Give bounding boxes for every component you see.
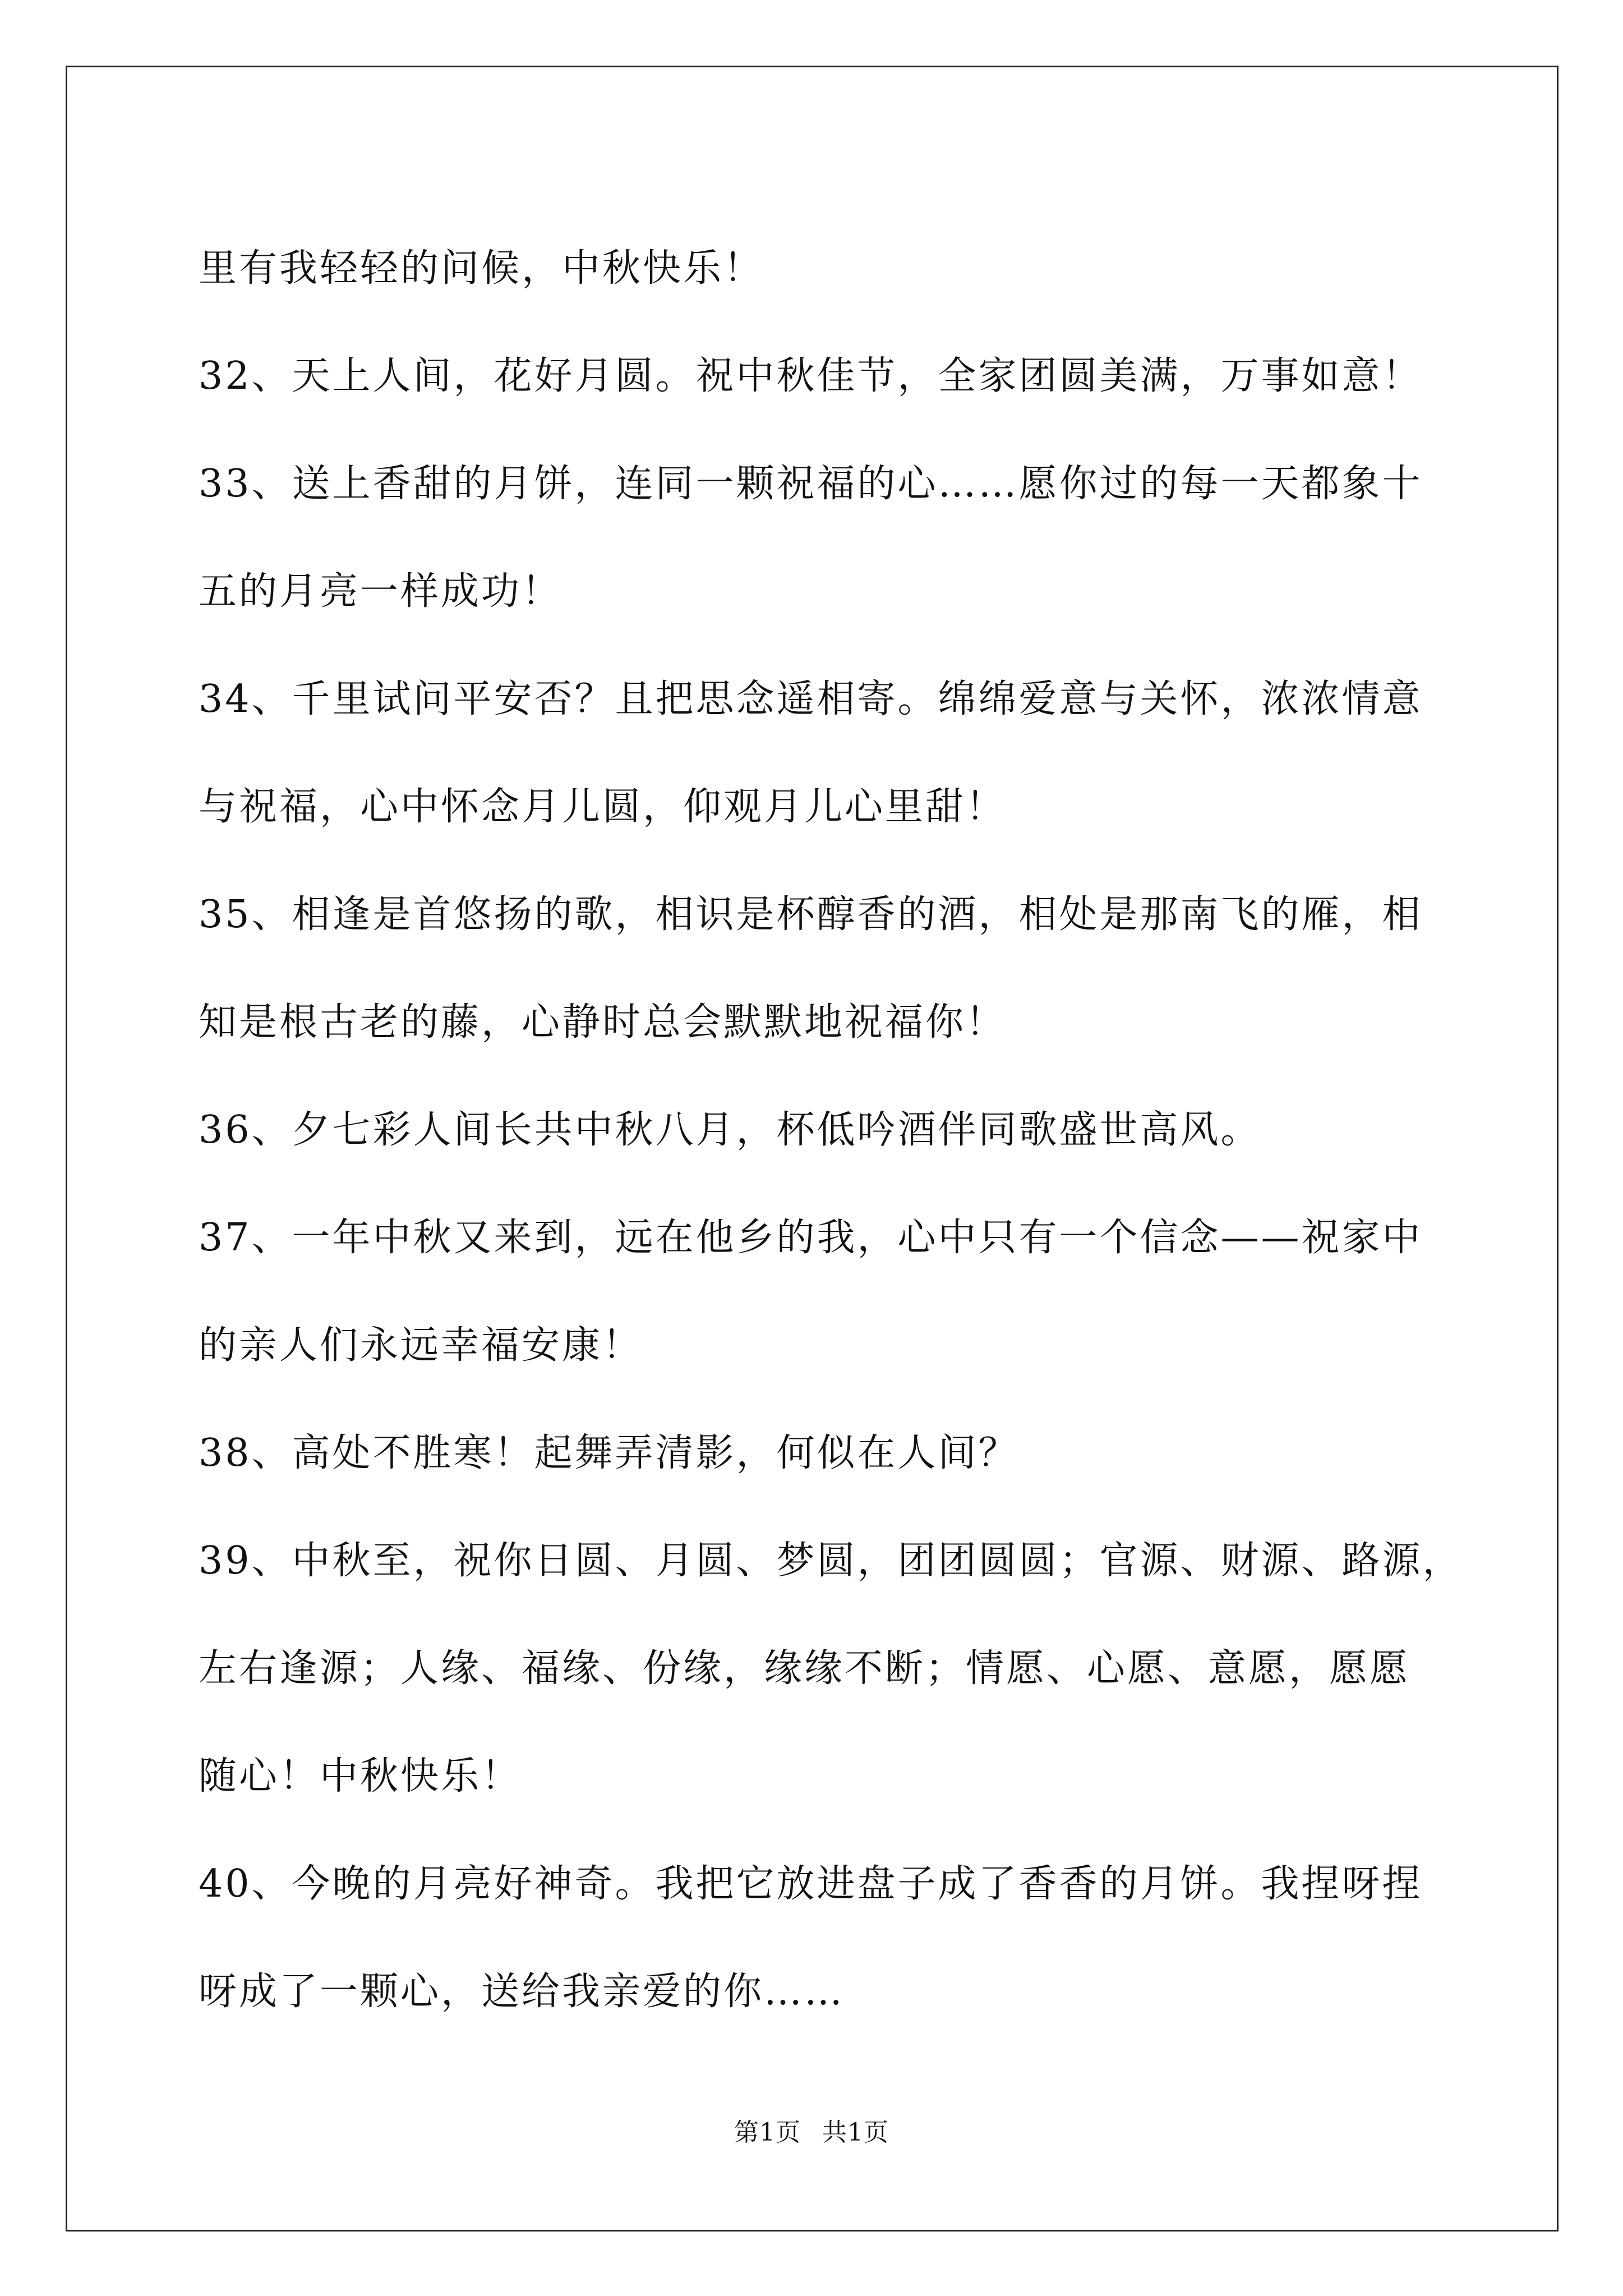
text-line: 39、中秋至，祝你日圆、月圆、梦圆，团团圆圆；官源、财源、路源， [199,1539,1463,1583]
text-line: 的亲人们永远幸福安康！ [199,1323,643,1368]
text-line: 呀成了一颗心，送给我亲爱的你…… [199,1970,845,2014]
text-line: 里有我轻轻的问候，中秋快乐！ [199,246,764,291]
text-line: 40、今晚的月亮好神奇。我把它放进盘子成了香香的月饼。我捏呀捏 [199,1862,1423,1906]
text-line: 36、夕七彩人间长共中秋八月，杯低吟酒伴同歌盛世高风。 [199,1108,1261,1152]
text-line: 左右逢源；人缘、福缘、份缘，缘缘不断；情愿、心愿、意愿，愿愿 [199,1646,1410,1691]
text-line: 35、相逢是首悠扬的歌，相识是杯醇香的酒，相处是那南飞的雁，相 [199,892,1423,937]
text-line: 34、千里试问平安否？且把思念遥相寄。绵绵爱意与关怀，浓浓情意 [199,677,1423,721]
text-line: 随心！中秋快乐！ [199,1754,522,1798]
page-footer [0,2116,1623,2150]
total-pages: 共1页 [822,2118,889,2147]
text-line: 五的月亮一样成功！ [199,569,562,614]
text-line: 32、天上人间，花好月圆。祝中秋佳节，全家团圆美满，万事如意！ [199,354,1423,398]
document-body [199,215,1463,2046]
text-line: 知是根古老的藤，心静时总会默默地祝福你！ [199,1000,1007,1045]
text-line: 与祝福，心中怀念月儿圆，仰观月儿心里甜！ [199,785,1007,829]
text-line: 38、高处不胜寒！起舞弄清影，何似在人间？ [199,1431,1019,1475]
text-line: 33、送上香甜的月饼，连同一颗祝福的心……愿你过的每一天都象十 [199,462,1423,506]
text-line: 37、一年中秋又来到，远在他乡的我，心中只有一个信念——祝家中 [199,1216,1423,1260]
page-number: 第1页 [734,2118,801,2147]
